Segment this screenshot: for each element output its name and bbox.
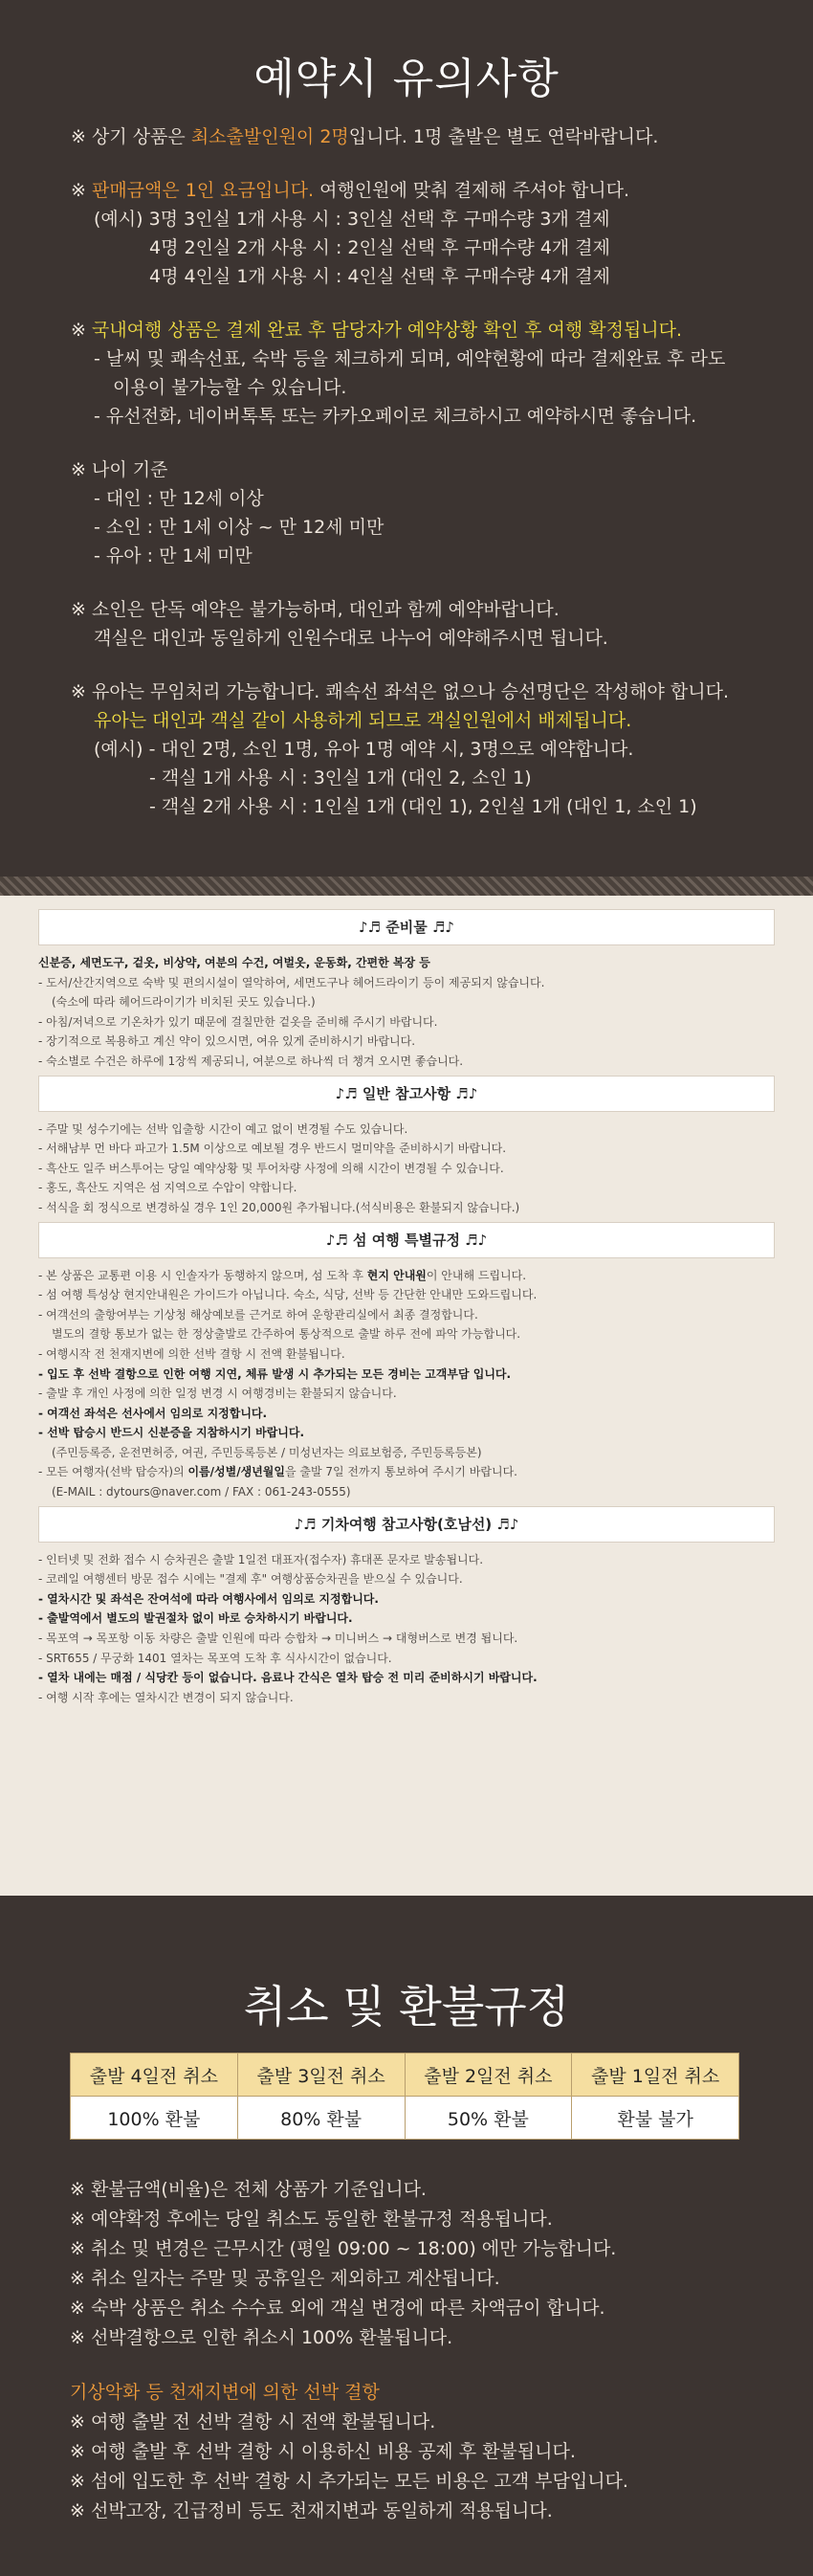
- list-item: - 인터넷 및 전화 접수 시 승차권은 출발 1일전 대표자(접수자) 휴대폰 문자로 발송됩니다.: [38, 1552, 484, 1566]
- age-child: - 소인 : 만 1세 이상 ~ 만 12세 미만: [94, 517, 385, 538]
- list-item: (숙소에 따라 헤어드라이기가 비치된 곳도 있습니다.): [52, 995, 316, 1010]
- table-header-cell: 출발 1일전 취소: [572, 2054, 739, 2097]
- list-item: - 여객선 좌석은 선사에서 임의로 지정합니다.: [38, 1406, 268, 1420]
- item-text: 을 출발 7일 전까지 통보하여 주시기 바랍니다.: [284, 1465, 517, 1479]
- table-header-cell: 출발 3일전 취소: [237, 2054, 405, 2097]
- table-header-cell: 출발 4일전 취소: [71, 2054, 238, 2097]
- infant-note: [71, 677, 775, 821]
- note-line: ※ 소인은 단독 예약은 불가능하며, 대인과 함께 예약바랍니다.: [71, 599, 560, 620]
- refund-note: ※ 숙박 상품은 취소 수수료 외에 객실 변경에 따른 차액금이 합니다.: [70, 2298, 605, 2319]
- list-item: - 섬 여행 특성상 현지안내원은 가이드가 아닙니다. 숙소, 식당, 선박 등 간단한 안내만 도와드립니다.: [38, 1288, 538, 1302]
- note-line: ※ 유아는 무임처리 가능합니다. 쾌속선 좌석은 없으나 승선명단은 작성해야 합니다.: [71, 681, 730, 702]
- highlight-text: 최소출발인원이 2명: [190, 126, 349, 147]
- list-item: [38, 1462, 775, 1482]
- item-text: - 모든 여행자(선박 탑승자)의: [38, 1465, 188, 1479]
- notice-section: [0, 0, 813, 877]
- example-line: 4명 2인실 2개 사용 시 : 2인실 선택 후 구매수량 4개 결제: [149, 237, 611, 258]
- note-text: 입니다. 1명 출발은 별도 연락바랍니다.: [348, 126, 659, 147]
- list-item: - 홍도, 흑산도 지역은 섬 지역으로 수압이 약합니다.: [38, 1181, 297, 1195]
- highlight-text: 유아는 대인과 객실 같이 사용하게 되므로 객실인원에서 배제됩니다.: [94, 710, 632, 731]
- island-list: [38, 1266, 775, 1502]
- refund-title: 취소 및 환불규정: [243, 1981, 570, 2032]
- list-item: - 장기적으로 복용하고 계신 약이 있으시면, 여유 있게 준비하시기 바랍니다.: [38, 1034, 416, 1049]
- table-cell: 80% 환불: [237, 2097, 405, 2140]
- table-row: [71, 2097, 739, 2140]
- table-header-cell: 출발 2일전 취소: [405, 2054, 572, 2097]
- note-text: ※: [71, 320, 92, 341]
- list-item: - 출발역에서 별도의 발권절차 없이 바로 승차하시기 바랍니다.: [38, 1611, 353, 1626]
- list-item: (주민등록증, 운전면허증, 여권, 주민등록등본 / 미성년자는 의료보험증, 주민등록등본): [52, 1445, 482, 1459]
- prep-header: ♪♬ 준비물 ♬♪: [38, 909, 775, 945]
- note-text: ※ 상기 상품은: [71, 126, 191, 147]
- table-cell: 50% 환불: [405, 2097, 572, 2140]
- table-header-row: [71, 2054, 739, 2097]
- list-item: - 주말 및 성수기에는 선박 입출항 시간이 예고 없이 변경될 수도 있습니다.: [38, 1121, 408, 1136]
- list-item: - 석식을 회 정식으로 변경하실 경우 1인 20,000원 추가됩니다.(석식비용은 환불되지 않습니다.): [38, 1200, 520, 1214]
- general-header: ♪♬ 일반 참고사항 ♬♪: [38, 1076, 775, 1112]
- list-item: 별도의 결항 통보가 없는 한 정상출발로 간주하여 통상적으로 출발 하루 전에 파악 가능합니다.: [52, 1327, 521, 1342]
- list-item: - 여행시작 전 천재지변에 의한 선박 결항 시 전액 환불됩니다.: [38, 1346, 345, 1361]
- age-infant: - 유아 : 만 1세 미만: [94, 545, 253, 566]
- list-item: - 목포역 → 목포항 이동 차량은 출발 인원에 따라 승합차 → 미니버스 → 대형버스로 변경 됩니다.: [38, 1632, 518, 1646]
- weather-note: ※ 선박고장, 긴급정비 등도 천재지변과 동일하게 적용됩니다.: [70, 2500, 553, 2521]
- prep-list: [38, 953, 775, 1072]
- refund-notes: [70, 2175, 628, 2526]
- age-note: [71, 455, 775, 570]
- table-cell: 환불 불가: [572, 2097, 739, 2140]
- price-note: [71, 176, 775, 291]
- weather-note: ※ 여행 출발 후 선박 결항 시 이용하신 비용 공제 후 환불됩니다.: [70, 2441, 576, 2462]
- weather-note: ※ 여행 출발 전 선박 결항 시 전액 환불됩니다.: [70, 2411, 436, 2432]
- highlight-text: 국내여행 상품은 결제 완료 후 담당자가 예약상황 확인 후 여행 확정됩니다.: [91, 320, 683, 341]
- weather-note: ※ 섬에 입도한 후 선박 결항 시 추가되는 모든 비용은 고객 부담입니다.: [70, 2471, 628, 2492]
- contact-line: (E-MAIL : dytours@naver.com / FAX : 061-243-0555): [52, 1485, 351, 1499]
- list-item: - 숙소별로 수건은 하루에 1장씩 제공되니, 여분으로 하나씩 더 챙겨 오시면 좋습니다.: [38, 1054, 464, 1068]
- example-line: (예시) - 대인 2명, 소인 1명, 유아 1명 예약 시, 3명으로 예약합니다.: [94, 739, 634, 760]
- refund-note: ※ 예약확정 후에는 당일 취소도 동일한 환불규정 적용됩니다.: [70, 2209, 553, 2230]
- note-text: 여행인원에 맞춰 결제해 주셔야 합니다.: [314, 180, 629, 201]
- list-item: - 코레일 여행센터 방문 접수 시에는 "결제 후" 여행상품승차권을 받으실 수 있습니다.: [38, 1572, 463, 1587]
- note-text: ※: [71, 180, 92, 201]
- list-item: - 도서/산간지역으로 숙박 및 편의시설이 열악하여, 세면도구나 헤어드라이기 등이 제공되지 않습니다.: [38, 975, 545, 989]
- list-item: - 아침/저녁으로 기온차가 있기 때문에 걸칠만한 겉옷을 준비해 주시기 바랍니다.: [38, 1014, 438, 1029]
- list-item: - 흑산도 일주 버스투어는 당일 예약상황 및 투어차량 사정에 의해 시간이 변경될 수 있습니다.: [38, 1161, 504, 1175]
- table-cell: 100% 환불: [71, 2097, 238, 2140]
- child-booking-note: [71, 595, 775, 653]
- bold-text: 현지 안내원: [366, 1268, 427, 1282]
- age-title: ※ 나이 기준: [71, 459, 168, 480]
- item-text: - 본 상품은 교통편 이용 시 인솔자가 동행하지 않으며, 섬 도착 후: [38, 1268, 367, 1282]
- example-line: (예시) 3명 3인실 1개 사용 시 : 3인실 선택 후 구매수량 3개 결제: [94, 209, 610, 230]
- min-people-note: [71, 122, 775, 151]
- weather-title: 기상악화 등 천재지변에 의한 선박 결항: [70, 2382, 380, 2403]
- refund-note: ※ 선박결항으로 인한 취소시 100% 환불됩니다.: [70, 2327, 453, 2348]
- general-list: [38, 1120, 775, 1218]
- guide-section: [0, 877, 813, 1896]
- refund-note: ※ 취소 일자는 주말 및 공휴일은 제외하고 계산됩니다.: [70, 2268, 500, 2289]
- list-item: - 선박 탑승시 반드시 신분증을 지참하시기 바랍니다.: [38, 1426, 305, 1440]
- list-item: 신분증, 세면도구, 겉옷, 비상약, 여분의 수건, 여벌옷, 운동화, 간편한 복장 등: [38, 956, 430, 969]
- refund-note: ※ 환불금액(비율)은 전체 상품가 기준입니다.: [70, 2179, 427, 2200]
- refund-section: [0, 1896, 813, 2576]
- note-line: - 유선전화, 네이버톡톡 또는 카카오페이로 체크하시고 예약하시면 좋습니다.: [94, 406, 697, 427]
- note-line: 이용이 불가능할 수 있습니다.: [113, 377, 347, 398]
- notice-content: [71, 122, 775, 846]
- list-item: - 입도 후 선박 결항으로 인한 여행 지연, 체류 발생 시 추가되는 모든 경비는 고객부담 입니다.: [38, 1366, 512, 1381]
- train-list: [38, 1550, 775, 1708]
- list-item: - 여객선의 출항여부는 기상청 해상예보를 근거로 하여 운항관리실에서 최종 결정합니다.: [38, 1307, 478, 1321]
- list-item: - 출발 후 개인 사정에 의한 일정 변경 시 여행경비는 환불되지 않습니다.: [38, 1387, 397, 1401]
- list-item: - SRT655 / 무궁화 1401 열차는 목포역 도착 후 식사시간이 없습니다.: [38, 1651, 392, 1665]
- item-text: 이 안내해 드립니다.: [426, 1268, 527, 1282]
- example-line: - 객실 1개 사용 시 : 3인실 1개 (대인 2, 소인 1): [149, 767, 532, 788]
- island-header: ♪♬ 섬 여행 특별규정 ♬♪: [38, 1222, 775, 1258]
- notice-title: 예약시 유의사항: [253, 55, 560, 103]
- list-item: [38, 1266, 775, 1286]
- example-line: 4명 4인실 1개 사용 시 : 4인실 선택 후 구매수량 4개 결제: [149, 266, 611, 287]
- bold-text: 이름/성별/생년월일: [187, 1465, 285, 1479]
- highlight-text: 판매금액은 1인 요금입니다.: [91, 180, 315, 201]
- list-item: - 열차시간 및 좌석은 잔여석에 따라 여행사에서 임의로 지정합니다.: [38, 1591, 379, 1606]
- list-item: - 서해남부 먼 바다 파고가 1.5M 이상으로 예보될 경우 반드시 멀미약을 준비하시기 바랍니다.: [38, 1142, 507, 1156]
- list-item: - 열차 내에는 매점 / 식당칸 등이 없습니다. 음료나 간식은 열차 탑승 전 미리 준비하시기 바랍니다.: [38, 1671, 538, 1685]
- train-header: ♪♬ 기차여행 참고사항(호남선) ♬♪: [38, 1506, 775, 1543]
- refund-note: ※ 취소 및 변경은 근무시간 (평일 09:00 ~ 18:00) 에만 가능합니다.: [70, 2238, 617, 2259]
- age-adult: - 대인 : 만 12세 이상: [94, 488, 264, 509]
- example-line: - 객실 2개 사용 시 : 1인실 1개 (대인 1), 2인실 1개 (대인 1, 소인 1): [149, 796, 697, 817]
- domestic-note: [71, 316, 775, 431]
- note-line: - 날씨 및 쾌속선표, 숙박 등을 체크하게 되며, 예약현황에 따라 결제완료 후 라도: [94, 348, 726, 369]
- note-line: 객실은 대인과 동일하게 인원수대로 나누어 예약해주시면 됩니다.: [94, 628, 608, 649]
- refund-table: [70, 2053, 739, 2140]
- stripe-divider: [0, 877, 813, 896]
- list-item: - 여행 시작 후에는 열차시간 변경이 되지 않습니다.: [38, 1690, 294, 1704]
